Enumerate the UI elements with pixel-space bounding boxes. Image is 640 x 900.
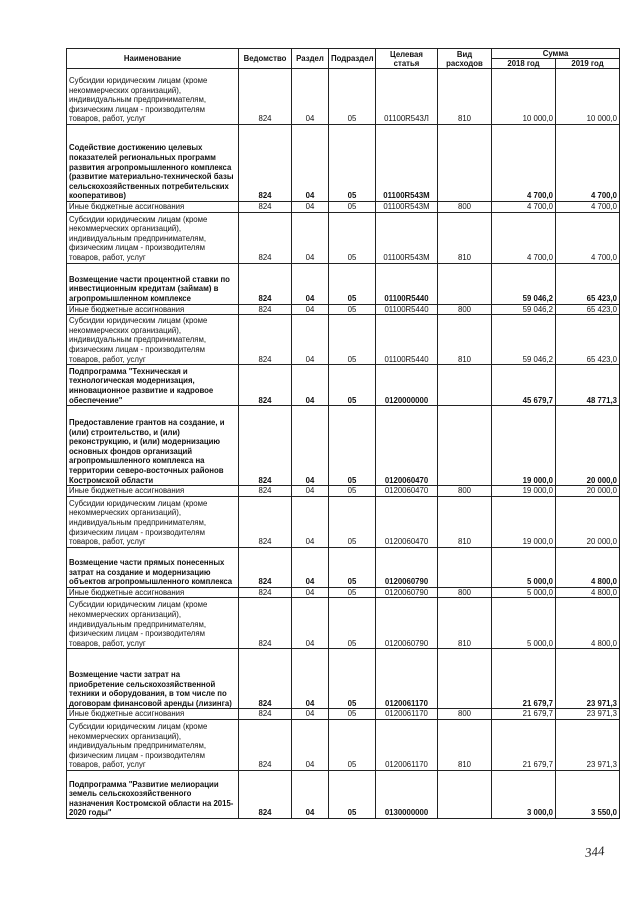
cell-section: 04 [292,304,329,315]
cell-y2019: 23 971,3 [556,709,620,720]
cell-target: 0120061170 [376,709,438,720]
cell-target: 01100R5440 [376,304,438,315]
cell-y2019: 4 700,0 [556,125,620,202]
cell-dept: 824 [239,263,292,304]
cell-target: 0120060470 [376,486,438,497]
header-dept: Ведомство [239,49,292,69]
cell-target: 01100R543M [376,202,438,213]
cell-y2018: 19 000,0 [492,486,556,497]
cell-dept: 824 [239,125,292,202]
cell-dept: 824 [239,719,292,770]
cell-section: 04 [292,125,329,202]
cell-dept: 824 [239,365,292,406]
cell-y2019: 4 700,0 [556,212,620,263]
cell-y2018: 4 700,0 [492,212,556,263]
cell-dept: 824 [239,547,292,587]
table-row [67,315,620,365]
cell-section: 04 [292,587,329,598]
cell-name: Иные бюджетные ассигнования [67,486,239,497]
cell-subsection: 05 [329,304,376,315]
cell-subsection: 05 [329,212,376,263]
cell-subsection: 05 [329,770,376,818]
cell-section: 04 [292,212,329,263]
cell-target: 01100R543M [376,212,438,263]
table-row [67,69,620,125]
cell-y2019: 3 550,0 [556,770,620,818]
table-row [67,719,620,770]
cell-y2019: 65 423,0 [556,263,620,304]
cell-subsection: 05 [329,263,376,304]
cell-dept: 824 [239,69,292,125]
cell-subsection: 05 [329,69,376,125]
table-row [67,587,620,598]
cell-subsection: 05 [329,365,376,406]
cell-name: Иные бюджетные ассигнования [67,587,239,598]
cell-y2018: 4 700,0 [492,125,556,202]
cell-name: Подпрограмма "Развитие мелиорации земель сельскохозяйственного назначения Костромской области на 2015-2020 годы" [67,770,239,818]
cell-exptype [438,547,492,587]
cell-target: 0120060470 [376,496,438,547]
cell-subsection: 05 [329,547,376,587]
header-section: Раздел [292,49,329,69]
cell-section: 04 [292,69,329,125]
cell-subsection: 05 [329,486,376,497]
cell-target: 0120060470 [376,406,438,486]
table-row [67,304,620,315]
cell-y2019: 4 800,0 [556,587,620,598]
cell-exptype: 810 [438,315,492,365]
cell-subsection: 05 [329,709,376,720]
cell-name: Субсидии юридическим лицам (кроме некоммерческих организаций), индивидуальным предпринимателям, физическим лицам - производителям товаров, работ, услуг [67,496,239,547]
table-row [67,263,620,304]
cell-target: 0120061170 [376,649,438,709]
cell-subsection: 05 [329,587,376,598]
header-2018: 2018 год [492,59,556,69]
header-target: Целевая статья [376,49,438,69]
cell-y2018: 59 046,2 [492,263,556,304]
cell-y2018: 45 679,7 [492,365,556,406]
cell-dept: 824 [239,304,292,315]
table-row [67,770,620,818]
cell-name: Возмещение части затрат на приобретение сельскохозяйственной техники и оборудования, в том числе по договорам финансовой аренды (лизинга) [67,649,239,709]
cell-y2019: 23 971,3 [556,649,620,709]
table-row [67,202,620,213]
page-number: 344 [584,843,606,860]
budget-table [66,48,620,819]
cell-y2019: 65 423,0 [556,315,620,365]
cell-section: 04 [292,486,329,497]
cell-target: 0120061170 [376,719,438,770]
cell-y2019: 4 700,0 [556,202,620,213]
cell-section: 04 [292,365,329,406]
cell-exptype: 810 [438,496,492,547]
cell-target: 01100R543M [376,125,438,202]
cell-exptype [438,406,492,486]
cell-exptype [438,770,492,818]
cell-section: 04 [292,649,329,709]
table-row [67,406,620,486]
cell-y2018: 19 000,0 [492,406,556,486]
cell-dept: 824 [239,770,292,818]
cell-y2019: 10 000,0 [556,69,620,125]
cell-subsection: 05 [329,125,376,202]
cell-section: 04 [292,770,329,818]
table-row [67,598,620,649]
cell-name: Содействие достижению целевых показателей региональных программ развития агропромышленного комплекса (развитие материально-технической базы сельскохозяйственных потребительских кооперативов) [67,125,239,202]
cell-section: 04 [292,709,329,720]
cell-dept: 824 [239,486,292,497]
cell-name: Субсидии юридическим лицам (кроме некоммерческих организаций), индивидуальным предпринимателям, физическим лицам - производителям товаров, работ, услуг [67,719,239,770]
cell-y2018: 5 000,0 [492,587,556,598]
cell-y2018: 59 046,2 [492,304,556,315]
cell-target: 0120060790 [376,598,438,649]
cell-dept: 824 [239,315,292,365]
cell-name: Иные бюджетные ассигнования [67,304,239,315]
cell-subsection: 05 [329,406,376,486]
cell-dept: 824 [239,496,292,547]
cell-subsection: 05 [329,598,376,649]
cell-dept: 824 [239,212,292,263]
cell-section: 04 [292,315,329,365]
cell-name: Подпрограмма "Техническая и технологическая модернизация, инновационное развитие и кадровое обеспечение" [67,365,239,406]
cell-subsection: 05 [329,202,376,213]
cell-subsection: 05 [329,649,376,709]
cell-y2018: 21 679,7 [492,709,556,720]
cell-exptype [438,365,492,406]
cell-dept: 824 [239,598,292,649]
cell-exptype [438,125,492,202]
table-row [67,212,620,263]
cell-y2019: 4 800,0 [556,547,620,587]
cell-y2018: 19 000,0 [492,496,556,547]
cell-name: Субсидии юридическим лицам (кроме некоммерческих организаций), индивидуальным предпринимателям, физическим лицам - производителям товаров, работ, услуг [67,212,239,263]
cell-y2018: 21 679,7 [492,719,556,770]
cell-section: 04 [292,547,329,587]
cell-y2018: 3 000,0 [492,770,556,818]
cell-subsection: 05 [329,496,376,547]
table-row [67,125,620,202]
cell-y2018: 4 700,0 [492,202,556,213]
cell-section: 04 [292,496,329,547]
cell-y2018: 59 046,2 [492,315,556,365]
cell-section: 04 [292,598,329,649]
cell-exptype [438,263,492,304]
table-body [67,69,620,819]
cell-exptype: 800 [438,587,492,598]
cell-target: 0120060790 [376,547,438,587]
header-exptype: Вид расходов [438,49,492,69]
table-row [67,496,620,547]
cell-exptype: 810 [438,69,492,125]
cell-name: Возмещение части прямых понесенных затрат на создание и модернизацию объектов агропромышленного комплекса [67,547,239,587]
cell-section: 04 [292,719,329,770]
cell-subsection: 05 [329,315,376,365]
cell-target: 01100R5440 [376,315,438,365]
table-row [67,649,620,709]
cell-target: 01100R543Л [376,69,438,125]
cell-target: 0130000000 [376,770,438,818]
cell-y2018: 5 000,0 [492,547,556,587]
cell-y2019: 20 000,0 [556,486,620,497]
cell-exptype: 810 [438,598,492,649]
header-subsection: Подраздел [329,49,376,69]
cell-y2019: 4 800,0 [556,598,620,649]
cell-y2019: 20 000,0 [556,406,620,486]
header-2019: 2019 год [556,59,620,69]
cell-y2018: 5 000,0 [492,598,556,649]
cell-section: 04 [292,202,329,213]
cell-target: 0120000000 [376,365,438,406]
cell-section: 04 [292,406,329,486]
cell-exptype: 800 [438,486,492,497]
cell-name: Иные бюджетные ассигнования [67,202,239,213]
cell-target: 0120060790 [376,587,438,598]
cell-dept: 824 [239,587,292,598]
cell-y2019: 48 771,3 [556,365,620,406]
cell-y2019: 65 423,0 [556,304,620,315]
cell-section: 04 [292,263,329,304]
cell-y2018: 10 000,0 [492,69,556,125]
cell-name: Субсидии юридическим лицам (кроме некоммерческих организаций), индивидуальным предпринимателям, физическим лицам - производителям товаров, работ, услуг [67,69,239,125]
cell-exptype: 810 [438,719,492,770]
table-row [67,547,620,587]
cell-exptype [438,649,492,709]
cell-dept: 824 [239,406,292,486]
cell-dept: 824 [239,709,292,720]
table-row [67,486,620,497]
cell-dept: 824 [239,649,292,709]
cell-name: Предоставление грантов на создание, и (или) строительство, и (или) реконструкцию, и (или) модернизацию основных фондов организаций агропромышленного комплекса на территории северо-восточных районов Костромской области [67,406,239,486]
cell-name: Иные бюджетные ассигнования [67,709,239,720]
table-row [67,365,620,406]
cell-dept: 824 [239,202,292,213]
cell-name: Субсидии юридическим лицам (кроме некоммерческих организаций), индивидуальным предпринимателям, физическим лицам - производителям товаров, работ, услуг [67,598,239,649]
cell-exptype: 800 [438,709,492,720]
header-sum: Сумма [492,49,620,59]
cell-subsection: 05 [329,719,376,770]
cell-name: Возмещение части процентной ставки по инвестиционным кредитам (займам) в агропромышленном комплексе [67,263,239,304]
cell-y2019: 20 000,0 [556,496,620,547]
cell-y2019: 23 971,3 [556,719,620,770]
header-name: Наименование [67,49,239,69]
cell-exptype: 800 [438,304,492,315]
cell-exptype: 800 [438,202,492,213]
table-row [67,709,620,720]
cell-target: 01100R5440 [376,263,438,304]
cell-exptype: 810 [438,212,492,263]
cell-name: Субсидии юридическим лицам (кроме некоммерческих организаций), индивидуальным предпринимателям, физическим лицам - производителям товаров, работ, услуг [67,315,239,365]
cell-y2018: 21 679,7 [492,649,556,709]
